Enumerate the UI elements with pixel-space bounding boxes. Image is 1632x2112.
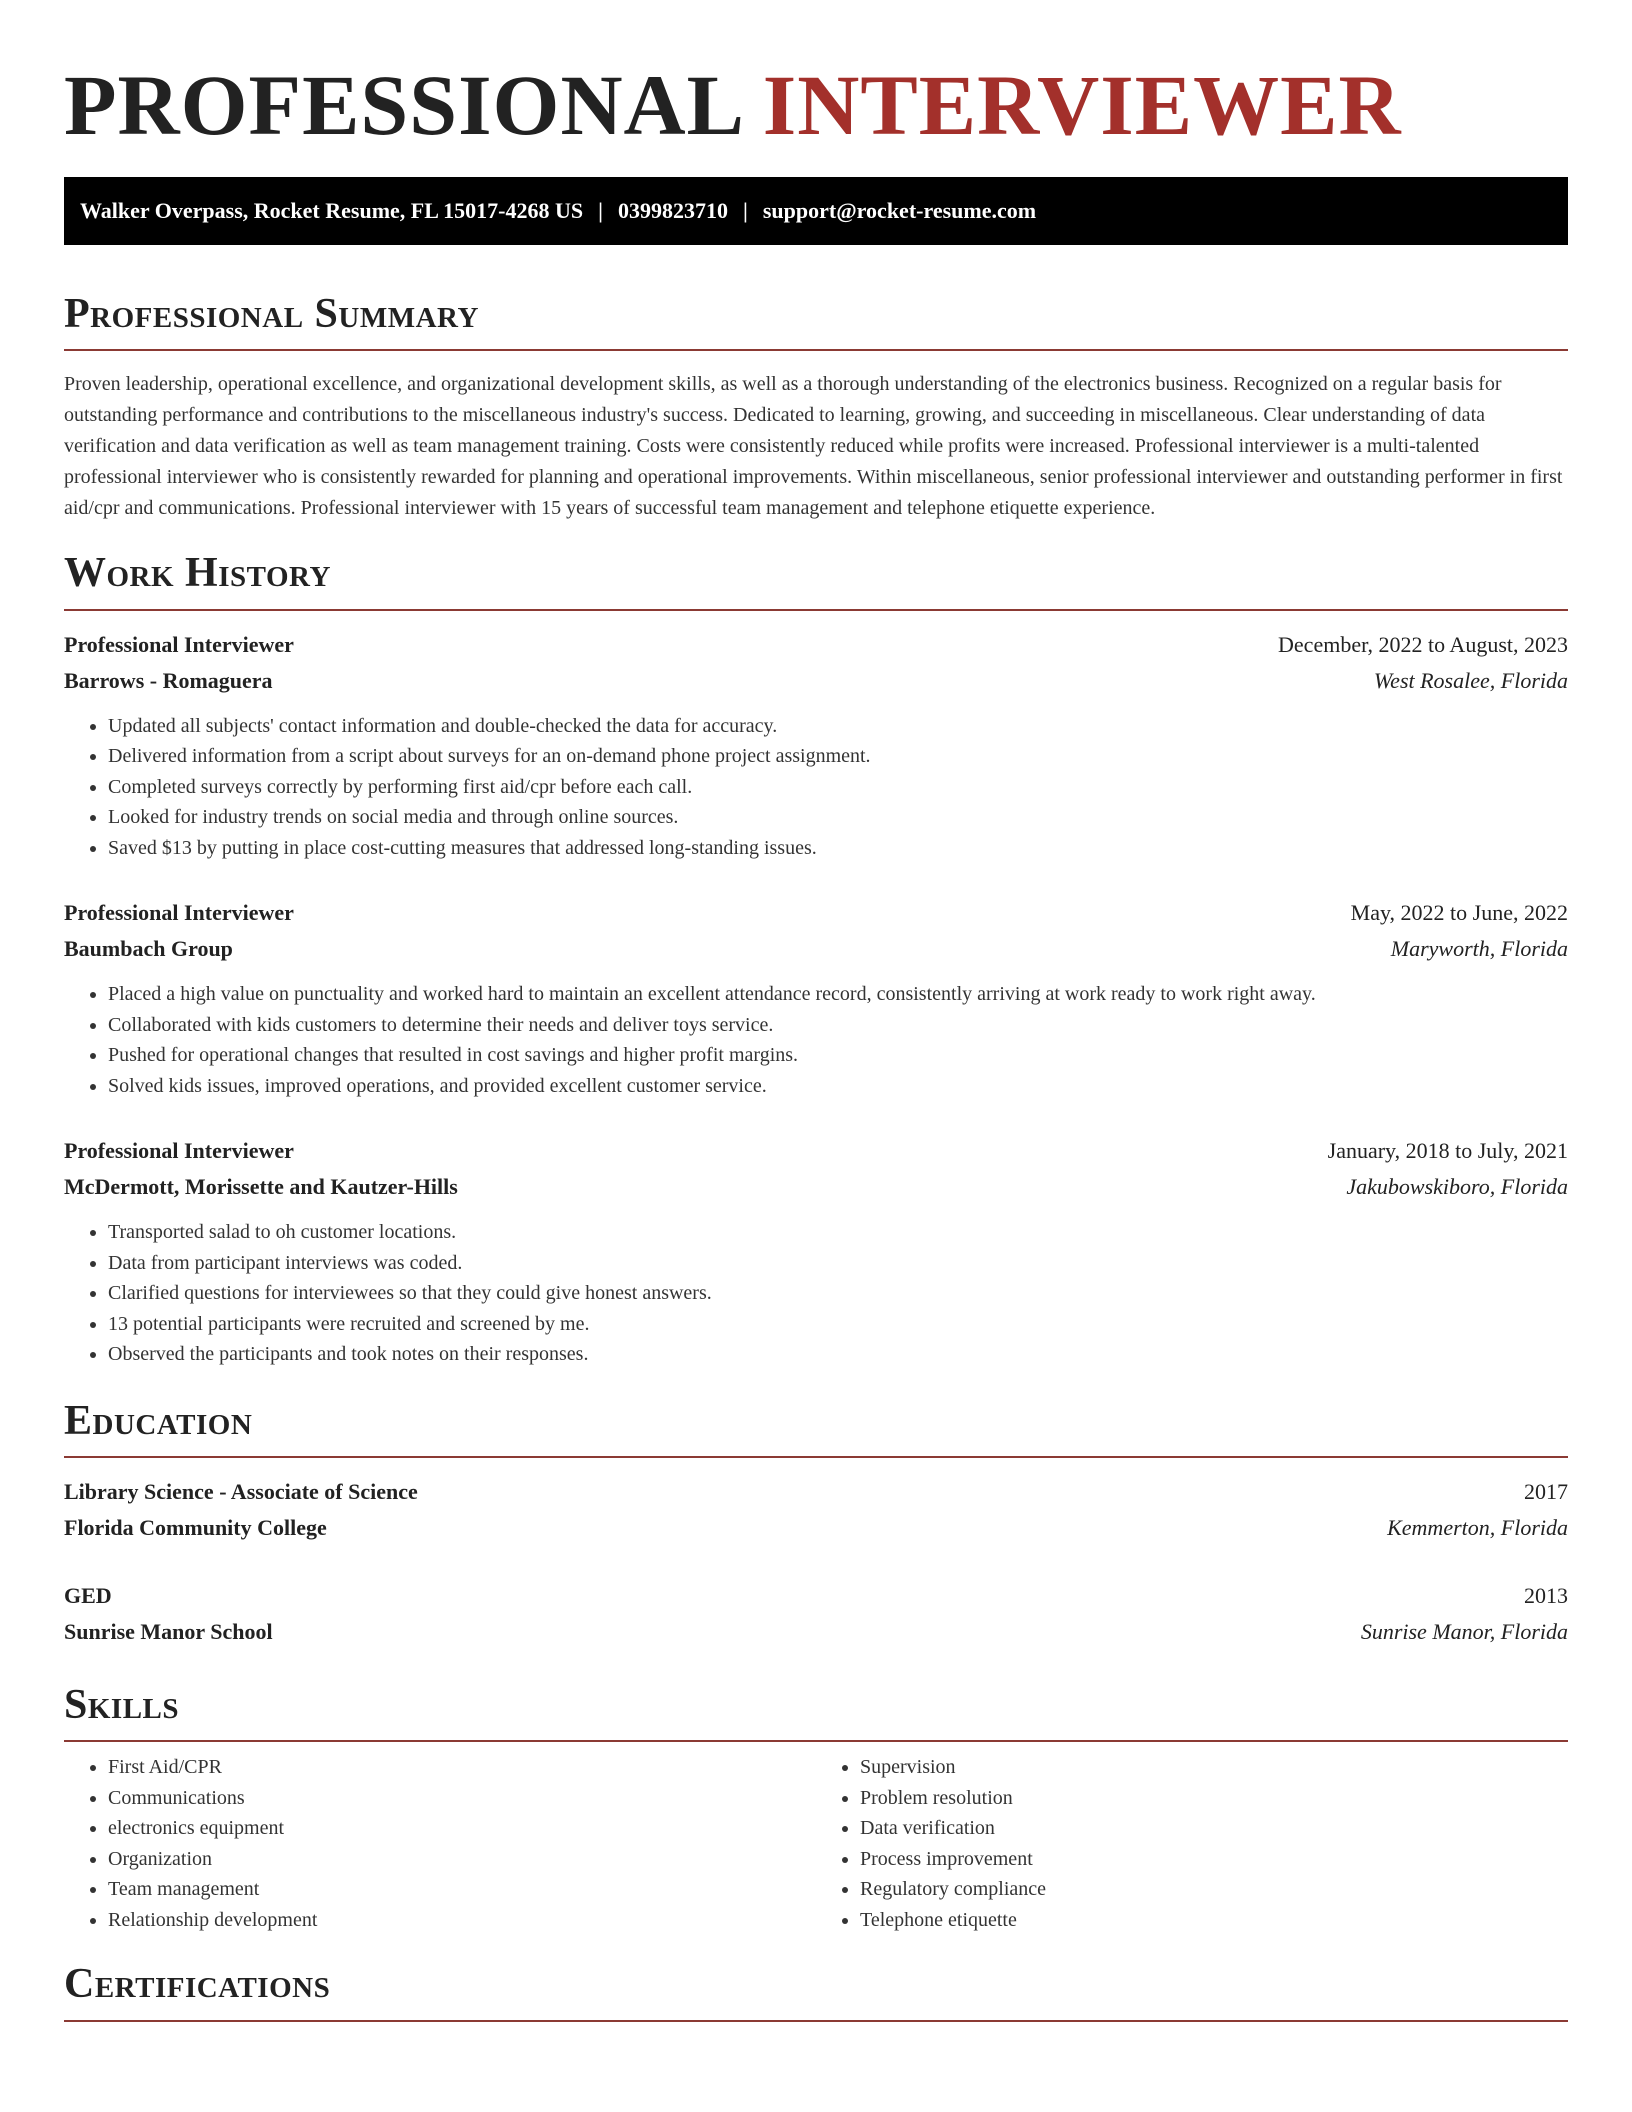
job-entry: [64, 627, 1568, 864]
contact-separator: |: [743, 197, 748, 223]
job-location: Maryworth, Florida: [1390, 936, 1568, 962]
education-section: [64, 1396, 1568, 1650]
job-bullet: • Solved kids issues, improved operations, and provided excellent customer service.: [108, 1071, 1568, 1102]
skills-list-left: [64, 1752, 816, 1935]
job-bullet: • Looked for industry trends on social media and through online sources.: [108, 802, 1568, 833]
skill-item: • Communications: [108, 1783, 816, 1814]
contact-separator: |: [598, 197, 603, 223]
work-history-section: [64, 548, 1568, 1369]
job-bullet: • Collaborated with kids customers to determine their needs and deliver toys service.: [108, 1010, 1568, 1041]
job-entry: [64, 1133, 1568, 1370]
job-dates: December, 2022 to August, 2023: [1278, 631, 1568, 657]
education-entry: [64, 1474, 1568, 1546]
job-title: Professional Interviewer: [64, 1138, 294, 1164]
skills-columns: [64, 1752, 1568, 1935]
job-bullet: • Clarified questions for interviewees so that they could give honest answers.: [108, 1278, 1568, 1309]
skills-list-right: [816, 1752, 1568, 1935]
work-history-heading: Work History: [64, 550, 331, 597]
job-bullet: • Completed surveys correctly by performing first aid/cpr before each call.: [108, 772, 1568, 803]
job-bullet: • 13 potential participants were recruited and screened by me.: [108, 1309, 1568, 1340]
resume-page: [64, 0, 1568, 2022]
contact-phone: 0399823710: [618, 197, 728, 223]
job-dates: May, 2022 to June, 2022: [1350, 900, 1568, 926]
skill-item: • electronics equipment: [108, 1813, 816, 1844]
job-bullet: • Delivered information from a script about surveys for an on-demand phone project assignment.: [108, 741, 1568, 772]
contact-bar: [64, 177, 1568, 245]
skill-item: • First Aid/CPR: [108, 1752, 816, 1783]
education-location: Kemmerton, Florida: [1387, 1515, 1568, 1541]
skill-item: • Telephone etiquette: [860, 1905, 1568, 1936]
job-bullets: [64, 711, 1568, 864]
summary-text: Proven leadership, operational excellence, and organizational development skills, as well as a thorough understanding of the electronics business. Recognized on a regular basis for outstanding performance and contributions to the miscellaneous industry's success. Dedicated to learning, growing, and succeeding in miscellaneous. Clear understanding of data verification and data verification as well as team management training. Costs were consistently reduced while profits were increased. Professional interviewer is a multi-talented professional interviewer who is consistently rewarded for planning and operational improvements. Within miscellaneous, senior professional interviewer and outstanding performer in first aid/cpr and communications. Professional interviewer with 15 years of successful team management and telephone etiquette experience.: [64, 373, 1563, 520]
section-divider: [64, 349, 1568, 351]
job-bullet: • Updated all subjects' contact information and double-checked the data for accuracy.: [108, 711, 1568, 742]
education-degree: GED: [64, 1583, 112, 1609]
education-year: 2013: [1524, 1583, 1568, 1609]
education-school: Florida Community College: [64, 1515, 327, 1541]
skill-item: • Problem resolution: [860, 1783, 1568, 1814]
section-divider: [64, 1456, 1568, 1458]
education-degree: Library Science - Associate of Science: [64, 1479, 418, 1505]
job-entry: [64, 895, 1568, 1101]
skill-item: • Process improvement: [860, 1844, 1568, 1875]
skill-item: • Organization: [108, 1844, 816, 1875]
job-bullet: • Observed the participants and took notes on their responses.: [108, 1339, 1568, 1370]
certifications-heading: Certifications: [64, 1961, 331, 2008]
contact-email: support@rocket-resume.com: [762, 197, 1037, 223]
section-divider: [64, 1740, 1568, 1742]
education-location: Sunrise Manor, Florida: [1360, 1619, 1568, 1645]
education-entry: [64, 1578, 1568, 1650]
skills-section: [64, 1680, 1568, 1935]
section-divider: [64, 2020, 1568, 2022]
job-bullet: • Pushed for operational changes that resulted in cost savings and higher profit margins.: [108, 1040, 1568, 1071]
job-bullets: [64, 979, 1568, 1101]
job-bullet: • Saved $13 by putting in place cost-cutting measures that addressed long-standing issues.: [108, 833, 1568, 864]
education-school: Sunrise Manor School: [64, 1619, 273, 1645]
section-divider: [64, 609, 1568, 611]
job-title: Professional Interviewer: [64, 900, 294, 926]
skill-item: • Supervision: [860, 1752, 1568, 1783]
job-bullet: • Transported salad to oh customer locations.: [108, 1217, 1568, 1248]
job-company: Barrows - Romaguera: [64, 667, 273, 693]
contact-address: Walker Overpass, Rocket Resume, FL 15017-4268 US: [80, 197, 584, 223]
job-company: McDermott, Morissette and Kautzer-Hills: [64, 1174, 458, 1200]
job-dates: January, 2018 to July, 2021: [1327, 1138, 1568, 1164]
certifications-section: [64, 1959, 1568, 2021]
job-bullet: • Placed a high value on punctuality and worked hard to maintain an excellent attendance record, consistently arriving at work ready to work right away.: [108, 979, 1568, 1010]
title-second-word: INTERVIEWER: [762, 57, 1402, 153]
job-bullets: [64, 1217, 1568, 1370]
skill-item: • Data verification: [860, 1813, 1568, 1844]
skill-item: • Regulatory compliance: [860, 1874, 1568, 1905]
job-title: Professional Interviewer: [64, 631, 294, 657]
job-location: Jakubowskiboro, Florida: [1346, 1174, 1568, 1200]
skill-item: • Team management: [108, 1874, 816, 1905]
education-year: 2017: [1524, 1479, 1568, 1505]
education-heading: Education: [64, 1397, 253, 1444]
job-location: West Rosalee, Florida: [1373, 667, 1568, 693]
summary-heading: Professional Summary: [64, 290, 479, 337]
summary-section: [64, 289, 1568, 524]
title-first-word: PROFESSIONAL: [64, 57, 741, 153]
resume-title: [64, 56, 1568, 155]
skill-item: • Relationship development: [108, 1905, 816, 1936]
job-bullet: • Data from participant interviews was coded.: [108, 1248, 1568, 1279]
job-company: Baumbach Group: [64, 936, 233, 962]
skills-heading: Skills: [64, 1682, 180, 1729]
